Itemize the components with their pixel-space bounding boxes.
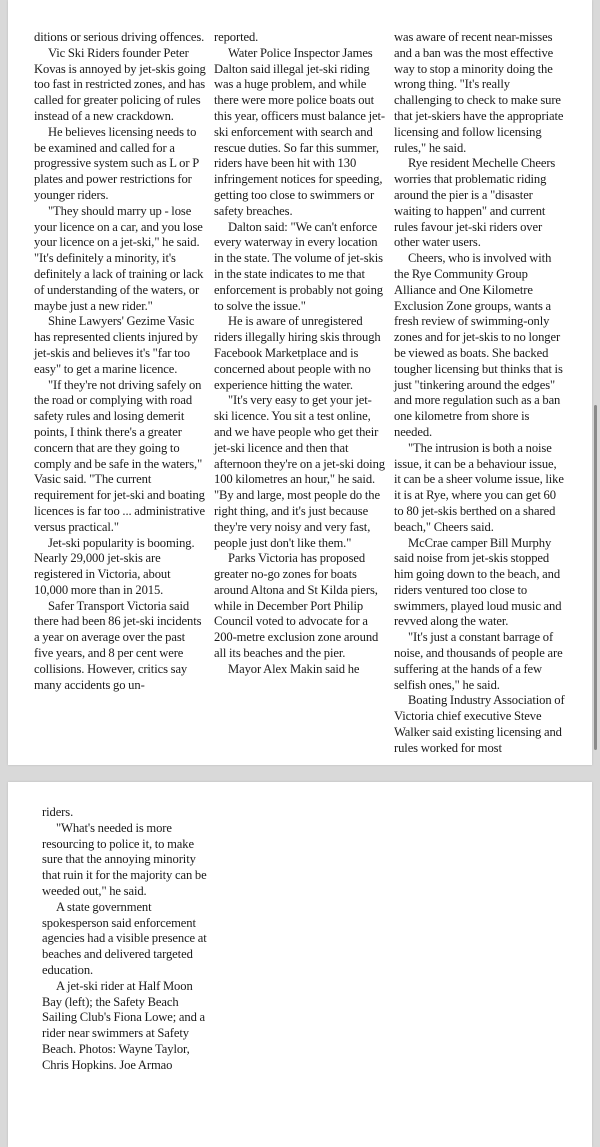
article-paragraph: Jet-ski popularity is booming. Nearly 29,000 jet-skis are registered in Victoria, about 10,000 more than in 2015. <box>34 535 195 597</box>
article-paragraph: "The intrusion is both a noise issue, it can be a behaviour issue, it can be a sheer volume issue, like it is at Rye, where you can get 60 to 80 jet-skis berthed on a shared beach," Cheers said. <box>394 440 564 534</box>
article-paragraph: Dalton said: "We can't enforce every waterway in every location in the state. The volume of jet-skis in the state indicates to me that enforcement is probably not going to solve the issue." <box>214 219 383 313</box>
scrollbar-thumb[interactable] <box>594 405 597 750</box>
article-columns <box>34 30 566 757</box>
article-paragraph: Shine Lawyers' Gezime Vasic has represented clients injured by jet-skis and believes it's "far too easy" to get a marine licence. <box>34 314 198 376</box>
article-paragraph: riders. <box>42 805 74 819</box>
article-paragraph: "If they're not driving safely on the road or complying with road safety rules and losing demerit points, I think there's a greater concern that are they going to comply and be safe in the waters," Vasic said. "The current requirement for jet-ski and boating licences is far too ... administrative versus practical." <box>34 377 205 534</box>
article-column-3 <box>394 30 566 757</box>
newspaper-page-1 <box>8 0 592 765</box>
article-paragraph: "It's very easy to get your jet-ski licence. You sit a test online, and we have people who get their jet-ski licence and then that afternoon they're on a jet-ski doing 100 kilometres an hour," he said. "By and large, most people do the right thing, and it's just because they're very noisy and very fast, people just don't like them." <box>214 393 385 550</box>
article-paragraph: Parks Victoria has proposed greater no-go zones for boats around Altona and St Kilda piers, while in December Port Philip Council voted to advocate for a 200-metre exclusion zone around all its beaches and the pier. <box>214 551 379 661</box>
article-paragraph: "It's just a constant barrage of noise, and thousands of people are suffering at the hands of a few selfish ones," he said. <box>394 630 563 692</box>
article-paragraph: was aware of recent near-misses and a ban was the most effective way to stop a minority doing the wrong thing. "It's really challenging to check to make sure that jet-skiers have the appropriate licensing and follow licensing rules," he said. <box>394 30 564 155</box>
article-paragraph: "They should marry up - lose your licence on a car, and you lose your licence on a jet-ski," he said. "It's definitely a minority, it's definitely a lack of training or lack of understanding of the waters, or maybe just a new rider." <box>34 203 204 313</box>
article-paragraph: reported. <box>214 30 259 44</box>
article-paragraph: A jet-ski rider at Half Moon Bay (left); the Safety Beach Sailing Club's Fiona Lowe; and a rider near swimmers at Safety Beach. Photos: Wayne Taylor, Chris Hopkins. Joe Armao <box>42 978 206 1072</box>
article-paragraph: McCrae camper Bill Murphy said noise from jet-skis stopped him going down to the beach, and riders ventured too close to swimmers, played loud music and revved along the water. <box>394 535 562 629</box>
article-paragraph: Safer Transport Victoria said there had been 86 jet-ski incidents a year on average over the past five years, and 8 per cent were collisions. However, critics say many accidents go un- <box>34 598 202 692</box>
article-paragraph: ditions or serious driving offences. <box>34 30 205 44</box>
article-column-continued <box>42 805 214 1074</box>
newspaper-page-2 <box>8 782 592 1147</box>
article-paragraph: He is aware of unregistered riders illegally hiring skis through Facebook Marketplace and is concerned about people with no experience hitting the water. <box>214 314 381 392</box>
article-paragraph: Boating Industry Association of Victoria chief executive Steve Walker said existing licensing and rules worked for most <box>394 693 565 755</box>
article-paragraph: Rye resident Mechelle Cheers worries that problematic riding around the pier is a "disaster waiting to happen" and current rules favour jet-ski riders over other water users. <box>394 156 556 250</box>
article-paragraph: "What's needed is more resourcing to police it, to make sure that the annoying minority that ruin it for the majority can be weeded out," he said. <box>42 820 207 898</box>
article-paragraph: A state government spokesperson said enforcement agencies had a visible presence at beaches and delivered targeted education. <box>42 899 207 977</box>
article-paragraph: Mayor Alex Makin said he <box>228 661 360 676</box>
article-column-1 <box>34 30 206 757</box>
article-paragraph: Water Police Inspector James Dalton said illegal jet-ski riding was a huge problem, and while there were more police boats out this year, officers must balance jet-ski enforcement with search and rescue duties. So far this summer, riders have been hit with 130 infringement notices for speeding, getting too close to swimmers or safety breaches. <box>214 45 386 218</box>
article-paragraph: Vic Ski Riders founder Peter Kovas is annoyed by jet-skis going too fast in restricted zones, and has called for greater policing of rules instead of a new crackdown. <box>34 45 206 123</box>
article-column-2 <box>214 30 386 757</box>
article-paragraph: He believes licensing needs to be examined and called for a progressive system such as L or P plates and power restrictions for younger riders. <box>34 124 199 202</box>
article-paragraph: Cheers, who is involved with the Rye Community Group Alliance and One Kilometre Exclusion Zone groups, wants a fresh review of swimming-only zones and for jet-skis to no longer be viewed as boats. She backed tougher licensing but thinks that is just "tinkering around the edges" and more regulation such as a ban one kilometre from shore is needed. <box>394 251 563 439</box>
